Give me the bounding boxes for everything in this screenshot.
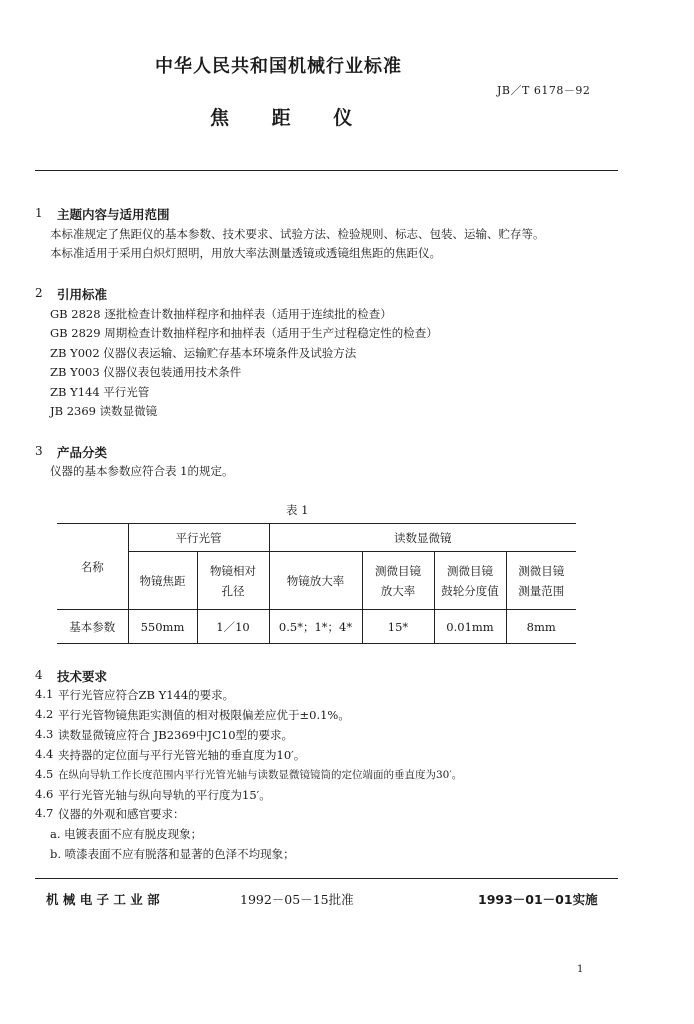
reference-item: ZB Y002 仪器仪表运输、运输贮存基本环境条件及试验方法 <box>50 346 357 360</box>
clause-text: 平行光管光轴与纵向导轨的平行度为15′。 <box>58 788 271 802</box>
section-4-number: 4 <box>35 668 43 682</box>
reference-item: GB 2829 周期检查计数抽样程序和抽样表（适用于生产过程稳定性的检查） <box>50 326 438 340</box>
section-1-paragraph: 本标准规定了焦距仪的基本参数、技术要求、试验方法、检验规则、标志、包装、运输、贮存等。 <box>50 227 545 241</box>
clause-text: 在纵向导轨工作长度范围内平行光管光轴与读数显微镜镜筒的定位端面的垂直度为30′。 <box>58 769 463 781</box>
standard-code: JB／T 6178－92 <box>497 84 591 97</box>
section-1-title: 主题内容与适用范围 <box>57 207 170 222</box>
section-3-paragraph: 仪器的基本参数应符合表 1的规定。 <box>50 464 234 478</box>
section-2-title: 引用标准 <box>57 287 108 302</box>
reference-item: JB 2369 读数显微镜 <box>50 404 158 418</box>
clause-number: 4.6 <box>35 787 54 801</box>
clause-text: 平行光管物镜焦距实测值的相对极限偏差应优于±0.1%。 <box>58 708 350 722</box>
section-3-number: 3 <box>35 444 43 458</box>
page-number: 1 <box>577 964 584 975</box>
sub-clause: a. 电镀表面不应有脱皮现象； <box>50 827 203 841</box>
table-cell: 550mm <box>128 610 197 644</box>
table-header-collimator: 平行光管 <box>128 524 269 552</box>
table-cell: 0.01mm <box>434 610 506 644</box>
clause-text: 仪器的外观和感官要求： <box>58 807 185 821</box>
document-title: 焦 距 仪 <box>210 107 371 129</box>
table-header-objective-focal-length: 物镜焦距 <box>128 552 197 610</box>
header-rule <box>35 170 618 171</box>
section-1-paragraph: 本标准适用于采用白炽灯照明，用放大率法测量透镜或透镜组焦距的焦距仪。 <box>50 246 441 260</box>
section-2-number: 2 <box>35 286 43 300</box>
table-cell: 8mm <box>506 610 576 644</box>
table-header-eyepiece-magnification: 测微目镜 放大率 <box>362 552 434 610</box>
reference-item: ZB Y144 平行光管 <box>50 385 150 399</box>
sub-clause: b. 喷漆表面不应有脱落和显著的色泽不均现象； <box>50 847 295 861</box>
table-header-measuring-range: 测微目镜 测量范围 <box>506 552 576 610</box>
table-cell: 0.5*；1*；4* <box>269 610 362 644</box>
table-row <box>57 610 576 644</box>
clause-text: 读数显微镜应符合 JB2369中JC10型的要求。 <box>58 728 294 742</box>
issuing-authority-heading: 中华人民共和国机械行业标准 <box>155 56 402 77</box>
clause-number: 4.5 <box>35 767 54 781</box>
clause-number: 4.4 <box>35 747 54 761</box>
approval-date: 1992－05－15批准 <box>240 892 354 907</box>
table-header-relative-aperture: 物镜相对 孔径 <box>197 552 269 610</box>
clause-number: 4.1 <box>35 687 54 701</box>
parameters-table <box>57 523 576 644</box>
table-header-name: 名称 <box>57 524 128 610</box>
section-1-number: 1 <box>35 206 43 220</box>
clause-text: 夹持器的定位面与平行光管光轴的垂直度为10′。 <box>58 748 306 762</box>
clause-number: 4.2 <box>35 707 54 721</box>
section-4-title: 技术要求 <box>57 669 108 684</box>
table-header-drum-division: 测微目镜 鼓轮分度值 <box>434 552 506 610</box>
table-header-objective-magnification: 物镜放大率 <box>269 552 362 610</box>
clause-text: 平行光管应符合ZB Y144的要求。 <box>58 688 235 702</box>
issuing-ministry: 机 械 电 子 工 业 部 <box>46 892 160 907</box>
section-3-title: 产品分类 <box>57 445 108 460</box>
table-cell: 1／10 <box>197 610 269 644</box>
footer-rule <box>35 878 618 879</box>
table-header-microscope: 读数显微镜 <box>269 524 576 552</box>
table-cell-row-label: 基本参数 <box>69 619 116 634</box>
table-caption: 表 1 <box>286 503 309 517</box>
effective-date: 1993－01－01实施 <box>478 892 598 907</box>
table-cell: 15* <box>362 610 434 644</box>
reference-item: GB 2828 逐批检查计数抽样程序和抽样表（适用于连续批的检查） <box>50 307 392 321</box>
clause-number: 4.3 <box>35 727 54 741</box>
clause-number: 4.7 <box>35 806 54 820</box>
reference-item: ZB Y003 仪器仪表包装通用技术条件 <box>50 365 242 379</box>
